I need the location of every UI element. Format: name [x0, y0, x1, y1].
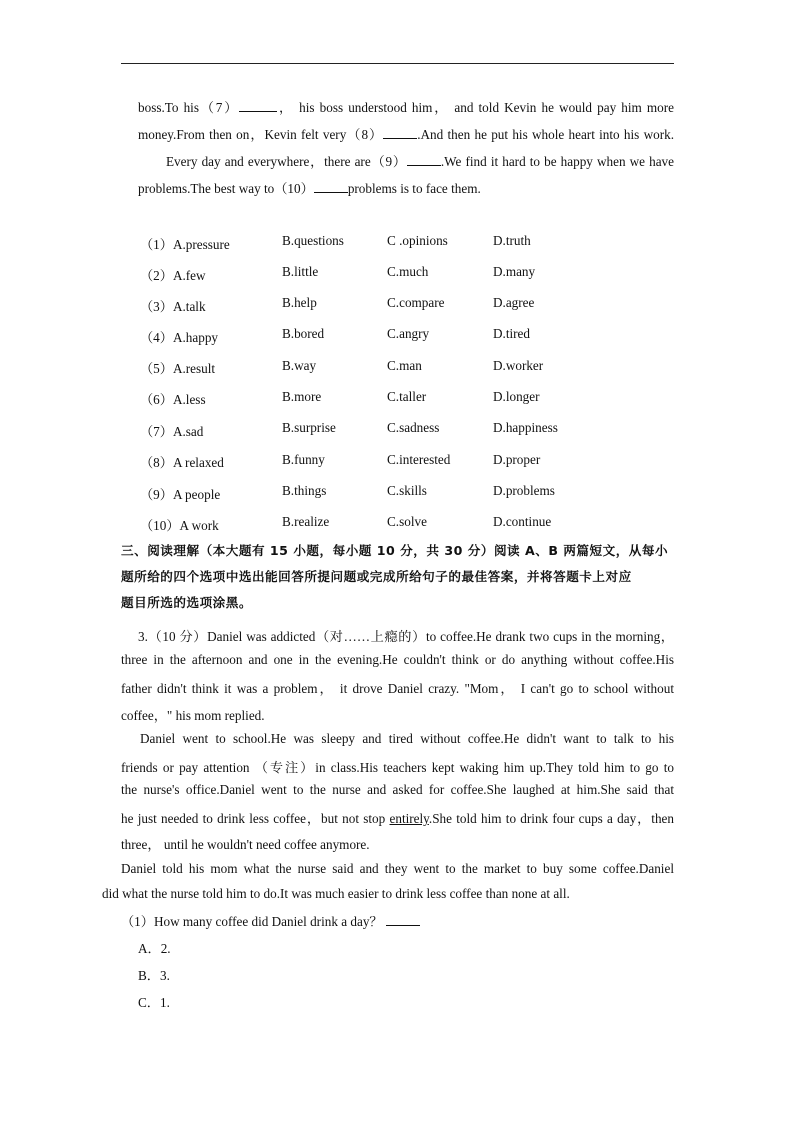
option-a[interactable]: （2）A.few: [140, 268, 206, 283]
section-heading-line-3: 题目所选的选项涂黑。: [121, 595, 252, 610]
reading-p2-line-3: the nurse's office.Daniel went to the nurse and asked for coffee.She laughed at him.She said that: [121, 782, 674, 797]
passage-line-4: problems.The best way to（10） problems is to face them.: [138, 181, 481, 196]
reading-p2-line-5: three， until he wouldn't need coffee anymore.: [121, 837, 370, 852]
option-d[interactable]: D.tired: [493, 326, 530, 341]
option-c[interactable]: C.angry: [387, 326, 430, 341]
option-d[interactable]: D.worker: [493, 358, 544, 373]
option-c[interactable]: C.skills: [387, 483, 427, 498]
reading-p2-line-2: friends or pay attention （专注）in class.His teachers kept waking him up.They told him to go to: [121, 760, 674, 775]
answer-blank[interactable]: [386, 913, 420, 926]
section-heading-line-2: 题所给的四个选项中选出能回答所提问题或完成所给句子的最佳答案，并将答题卡上对应: [121, 569, 632, 584]
option-b[interactable]: B.way: [282, 358, 317, 373]
blank-9[interactable]: [407, 153, 441, 166]
option-a[interactable]: （4）A.happy: [140, 330, 219, 345]
option-d[interactable]: D.longer: [493, 389, 540, 404]
option-c[interactable]: C.compare: [387, 295, 445, 310]
option-a[interactable]: （6）A.less: [140, 392, 206, 407]
option-d[interactable]: D.problems: [493, 483, 555, 498]
option-b[interactable]: B.surprise: [282, 420, 336, 435]
reading-p1-line-1: 3.（10 分）Daniel was addicted（对……上瘾的）to coffee.He drank two cups in the morning，: [138, 629, 674, 644]
passage-line-3: Every day and everywhere，there are（9） .We find it hard to be happy when we have: [166, 154, 674, 169]
passage-line-1: boss.To his（7） ， his boss understood him， and told Kevin he would pay him more: [138, 100, 675, 115]
section-heading-line-1: 三、阅读理解（本大题有 15 小题，每小题 10 分，共 30 分）阅读 A、B 两篇短文，从每小: [121, 543, 669, 558]
option-c[interactable]: C.solve: [387, 514, 427, 529]
option-b[interactable]: B.things: [282, 483, 327, 498]
option-d[interactable]: D.continue: [493, 514, 552, 529]
reading-p1-line-2: three in the afternoon and one in the evening.He couldn't think or do anything without coffee.His: [121, 652, 674, 667]
option-a[interactable]: （1）A.pressure: [140, 237, 230, 252]
option-d[interactable]: D.proper: [493, 452, 541, 467]
option-c[interactable]: C.man: [387, 358, 422, 373]
option-b[interactable]: B.funny: [282, 452, 325, 467]
reading-p3-line-1: Daniel told his mom what the nurse said and they went to the market to buy some coffee.Daniel: [121, 861, 674, 876]
reading-p2-line-4: he just needed to drink less coffee，but not stop entirely.She told him to drink four cups a day，then: [121, 811, 674, 826]
option-a[interactable]: （9）A people: [140, 487, 221, 502]
option-b[interactable]: B.realize: [282, 514, 330, 529]
blank-7[interactable]: [239, 99, 277, 112]
option-d[interactable]: D.truth: [493, 233, 531, 248]
option-c[interactable]: C.taller: [387, 389, 427, 404]
option-b[interactable]: B.little: [282, 264, 319, 279]
option-d[interactable]: D.many: [493, 264, 536, 279]
option-d[interactable]: D.happiness: [493, 420, 558, 435]
option-a[interactable]: （3）A.talk: [140, 299, 206, 314]
option-c[interactable]: C.sadness: [387, 420, 440, 435]
option-b[interactable]: B.questions: [282, 233, 344, 248]
reading-p3-line-2: did what the nurse told him to do.It was much easier to drink less coffee than none at all.: [102, 886, 570, 901]
option-a[interactable]: （7）A.sad: [140, 424, 204, 439]
blank-10[interactable]: [314, 180, 348, 193]
question-1-option-b[interactable]: B．3.: [138, 968, 170, 983]
option-d[interactable]: D.agree: [493, 295, 535, 310]
option-c[interactable]: C.interested: [387, 452, 451, 467]
option-b[interactable]: B.more: [282, 389, 322, 404]
option-a[interactable]: （10）A work: [140, 518, 219, 533]
option-c[interactable]: C .opinions: [387, 233, 448, 248]
option-b[interactable]: B.bored: [282, 326, 325, 341]
option-a[interactable]: （8）A relaxed: [140, 455, 224, 470]
option-c[interactable]: C.much: [387, 264, 429, 279]
underlined-word: entirely: [389, 811, 429, 826]
blank-8[interactable]: [383, 126, 417, 139]
reading-p1-line-3: father didn't think it was a problem， it drove Daniel crazy. "Mom， I can't go to school without: [121, 681, 674, 696]
reading-p2-line-1: Daniel went to school.He was sleepy and tired without coffee.He didn't want to talk to his: [140, 731, 674, 746]
passage-line-2: money.From then on，Kevin felt very（8） .And then he put his whole heart into his work.: [138, 127, 674, 142]
header-rule: [121, 63, 674, 64]
question-1-option-a[interactable]: A．2.: [138, 941, 171, 956]
question-1-option-c[interactable]: C．1.: [138, 995, 170, 1010]
reading-p1-line-4: coffee，" his mom replied.: [121, 708, 265, 723]
question-1-stem: （1）How many coffee did Daniel drink a day？: [121, 911, 420, 930]
option-b[interactable]: B.help: [282, 295, 317, 310]
option-a[interactable]: （5）A.result: [140, 361, 216, 376]
